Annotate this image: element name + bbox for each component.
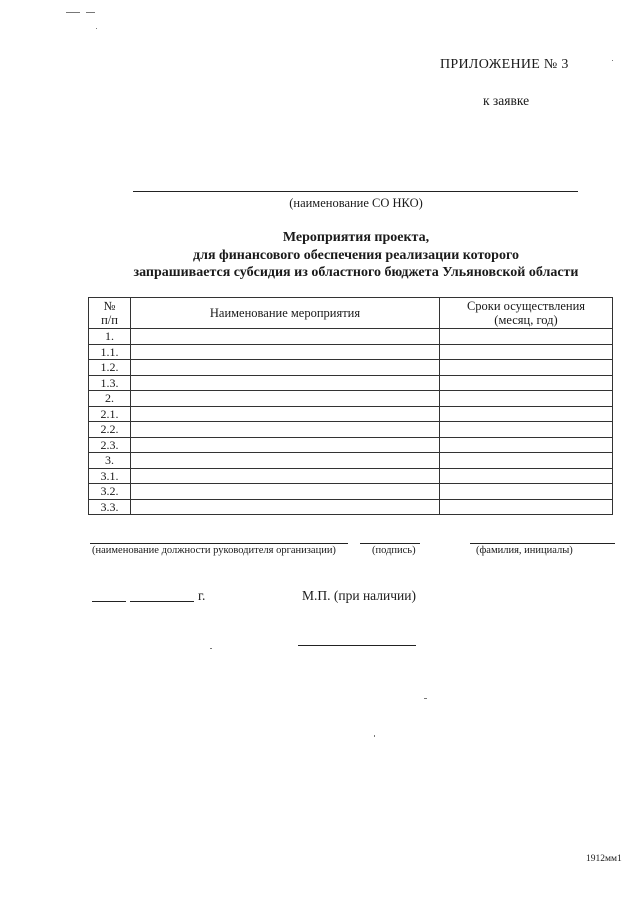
scan-speck — [66, 12, 80, 13]
event-name-cell[interactable] — [131, 344, 440, 360]
event-dates-cell[interactable] — [440, 375, 613, 391]
table-row — [89, 406, 613, 422]
event-dates-cell[interactable] — [440, 406, 613, 422]
table-row — [89, 391, 613, 407]
event-name-cell[interactable] — [131, 422, 440, 438]
row-number-cell: 2.1. — [89, 406, 131, 422]
column-header-number-line2: п/п — [101, 313, 118, 327]
event-dates-cell[interactable] — [440, 360, 613, 376]
row-number-cell: 1. — [89, 329, 131, 345]
table-row — [89, 422, 613, 438]
scan-speck — [612, 60, 613, 61]
column-header-event-name: Наименование мероприятия — [131, 298, 440, 329]
table-row — [89, 499, 613, 515]
row-number-cell: 3.3. — [89, 499, 131, 515]
events-table — [88, 297, 613, 515]
event-name-cell[interactable] — [131, 329, 440, 345]
title-line-1: Мероприятия проекта, — [282, 230, 430, 245]
column-header-number — [89, 298, 131, 329]
row-number-cell: 3.1. — [89, 468, 131, 484]
row-number-cell: 1.2. — [89, 360, 131, 376]
row-number-cell: 1.3. — [89, 375, 131, 391]
signature-field[interactable] — [360, 543, 420, 544]
row-number-cell: 2.3. — [89, 437, 131, 453]
scan-speck — [210, 648, 212, 649]
event-name-cell[interactable] — [131, 391, 440, 407]
table-row — [89, 375, 613, 391]
column-header-dates — [440, 298, 613, 329]
date-month-field[interactable] — [130, 601, 194, 602]
event-dates-cell[interactable] — [440, 499, 613, 515]
event-name-cell[interactable] — [131, 484, 440, 500]
full-name-caption: (фамилия, инициалы) — [476, 545, 573, 556]
row-number-cell: 1.1. — [89, 344, 131, 360]
event-name-cell[interactable] — [131, 468, 440, 484]
row-number-cell: 2.2. — [89, 422, 131, 438]
event-name-cell[interactable] — [131, 375, 440, 391]
appendix-number: ПРИЛОЖЕНИЕ № 3 — [440, 57, 569, 72]
table-row — [89, 453, 613, 469]
position-field[interactable] — [90, 543, 348, 544]
row-number-cell: 3.2. — [89, 484, 131, 500]
row-number-cell: 2. — [89, 391, 131, 407]
full-name-field[interactable] — [470, 543, 615, 544]
scan-speck — [86, 12, 95, 13]
stamp-placeholder: М.П. (при наличии) — [302, 588, 416, 603]
blank-line — [298, 645, 416, 646]
document-code: 1912мм1 — [586, 854, 622, 864]
table-row — [89, 360, 613, 376]
scan-speck — [96, 28, 97, 29]
signature-caption: (подпись) — [372, 545, 416, 556]
title-line-3: запрашивается субсидия из областного бюджета Ульяновской области — [133, 265, 579, 280]
scan-speck — [374, 735, 375, 737]
table-header-row — [89, 298, 613, 329]
table-row — [89, 437, 613, 453]
event-name-cell[interactable] — [131, 360, 440, 376]
position-caption: (наименование должности руководителя организации) — [92, 545, 336, 556]
table-row — [89, 344, 613, 360]
appendix-subtitle: к заявке — [483, 93, 530, 108]
document-title — [88, 229, 624, 282]
date-day-field[interactable] — [92, 601, 126, 602]
event-dates-cell[interactable] — [440, 422, 613, 438]
org-name-field[interactable] — [133, 191, 578, 192]
column-header-dates-line1: Сроки осуществления — [466, 299, 586, 313]
scan-speck — [424, 698, 427, 699]
column-header-dates-line2: (месяц, год) — [494, 313, 558, 327]
event-dates-cell[interactable] — [440, 453, 613, 469]
event-name-cell[interactable] — [131, 437, 440, 453]
row-number-cell: 3. — [89, 453, 131, 469]
event-name-cell[interactable] — [131, 406, 440, 422]
event-dates-cell[interactable] — [440, 468, 613, 484]
event-dates-cell[interactable] — [440, 437, 613, 453]
event-dates-cell[interactable] — [440, 484, 613, 500]
column-header-number-line1: № — [103, 299, 116, 313]
table-body — [89, 329, 613, 515]
event-dates-cell[interactable] — [440, 344, 613, 360]
event-dates-cell[interactable] — [440, 391, 613, 407]
date-year-suffix: г. — [198, 588, 206, 603]
event-name-cell[interactable] — [131, 499, 440, 515]
table-row — [89, 484, 613, 500]
table-row — [89, 329, 613, 345]
table-row — [89, 468, 613, 484]
event-name-cell[interactable] — [131, 453, 440, 469]
title-line-2: для финансового обеспечения реализации которого — [193, 247, 519, 263]
event-dates-cell[interactable] — [440, 329, 613, 345]
org-name-caption: (наименование СО НКО) — [289, 196, 423, 210]
